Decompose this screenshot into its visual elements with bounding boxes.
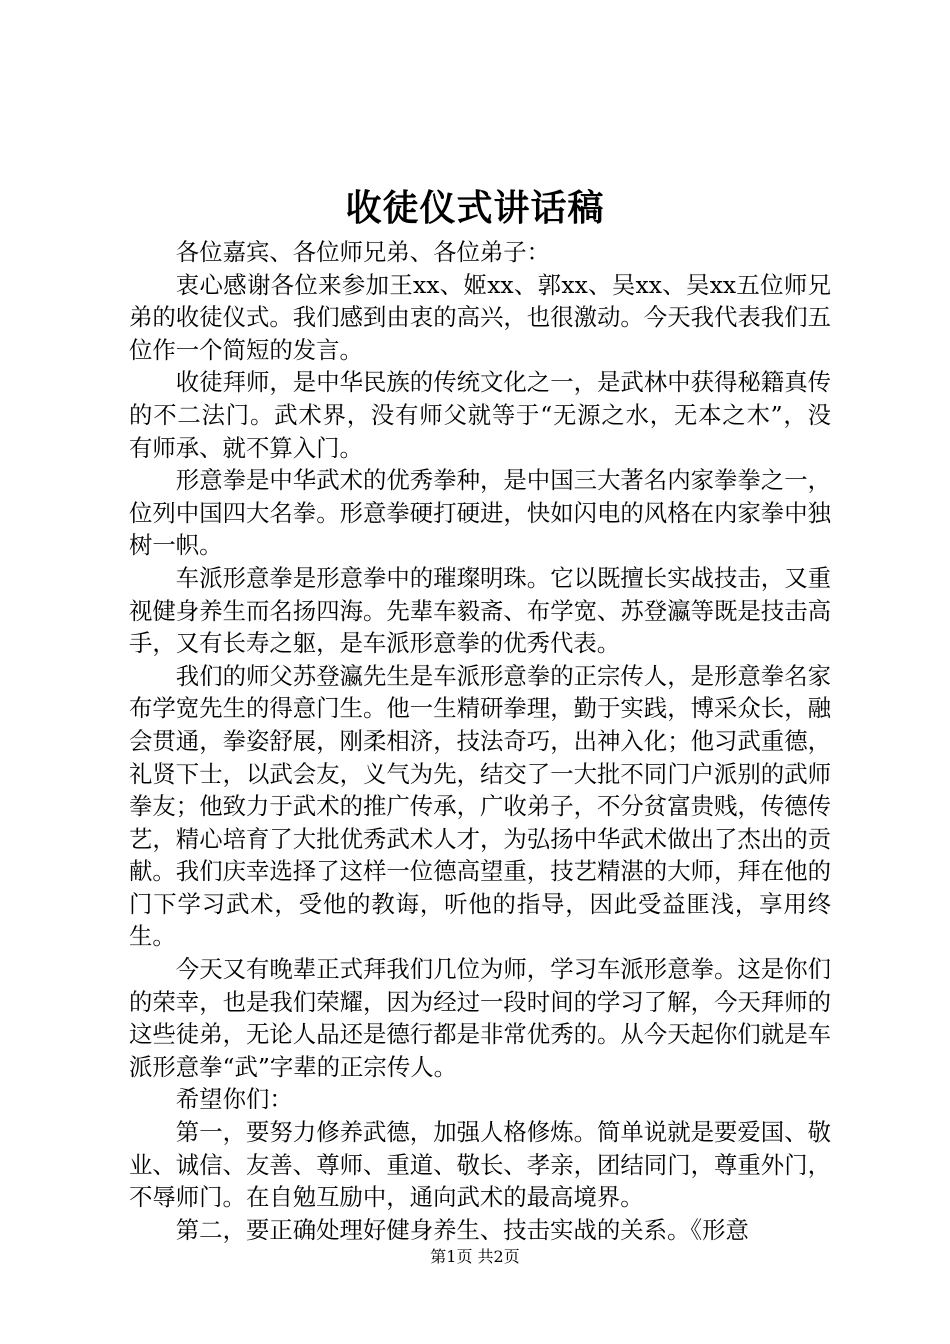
paragraph-disciples: 今天又有晚辈正式拜我们几位为师，学习车派形意拳。这是你们的荣幸，也是我们荣耀，因为经过一段时间的学习了解，今天拜师的这些徒弟，无论人品还是德行都是非常优秀的。从今天起你们就是车派形意拳“武”字辈的正宗传人。 — [129, 955, 831, 1081]
document-body — [129, 236, 831, 1246]
document-title: 收徒仪式讲话稿 — [345, 187, 605, 229]
paragraph-xingyiquan: 形意拳是中华武术的优秀拳种，是中国三大著名内家拳拳之一，位列中国四大名拳。形意拳硬打硬进，快如闪电的风格在内家拳中独树一帜。 — [129, 466, 831, 560]
paragraph-first: 第一，要努力修养武德，加强人格修炼。简单说就是要爱国、敬业、诚信、友善、尊师、重道、敬长、孝亲，团结同门，尊重外门，不辱师门。在自勉互励中，通向武术的最高境界。 — [129, 1118, 831, 1212]
paragraph-tradition: 收徒拜师，是中华民族的传统文化之一，是武林中获得秘籍真传的不二法门。武术界，没有师父就等于“无源之水，无本之木”，没有师承、就不算入门。 — [129, 368, 831, 462]
paragraph-greeting: 各位嘉宾、各位师兄弟、各位弟子： — [175, 238, 551, 266]
page-footer: 第1页 共2页 — [430, 1247, 520, 1266]
paragraph-hope: 希望你们： — [175, 1085, 293, 1114]
paragraph-chepai: 车派形意拳是形意拳中的璀璨明珠。它以既擅长实战技击，又重视健身养生而名扬四海。先辈车毅斋、布学宽、苏登瀛等既是技击高手，又有长寿之躯，是车派形意拳的优秀代表。 — [129, 563, 831, 658]
paragraph-second: 第二，要正确处理好健身养生、技击实战的关系。《形意 — [175, 1215, 749, 1244]
paragraph-master: 我们的师父苏登瀛先生是车派形意拳的正宗传人，是形意拳名家布学宽先生的得意门生。他一生精研拳理，勤于实践，博采众长，融会贯通，拳姿舒展，刚柔相济，技法奇巧，出神入化；他习武重德，礼贤下士，以武会友，义气为先，结交了一大批不同门户派别的武师拳友；他致力于武术的推广传承，广收弟子，不分贫富贵贱，传德传艺，精心培育了大批优秀武术人才，为弘扬中华武术做出了杰出的贡献。我们庆幸选择了这样一位德高望重，技艺精湛的大师，拜在他的门下学习武术，受他的教诲，听他的指导，因此受益匪浅，享用终生。 — [129, 661, 831, 951]
paragraph-thanks: 衷心感谢各位来参加王xx、姬xx、郭xx、吴xx、吴xx五位师兄弟的收徒仪式。我们感到由衷的高兴，也很激动。今天我代表我们五位作一个简短的发言。 — [129, 270, 831, 364]
